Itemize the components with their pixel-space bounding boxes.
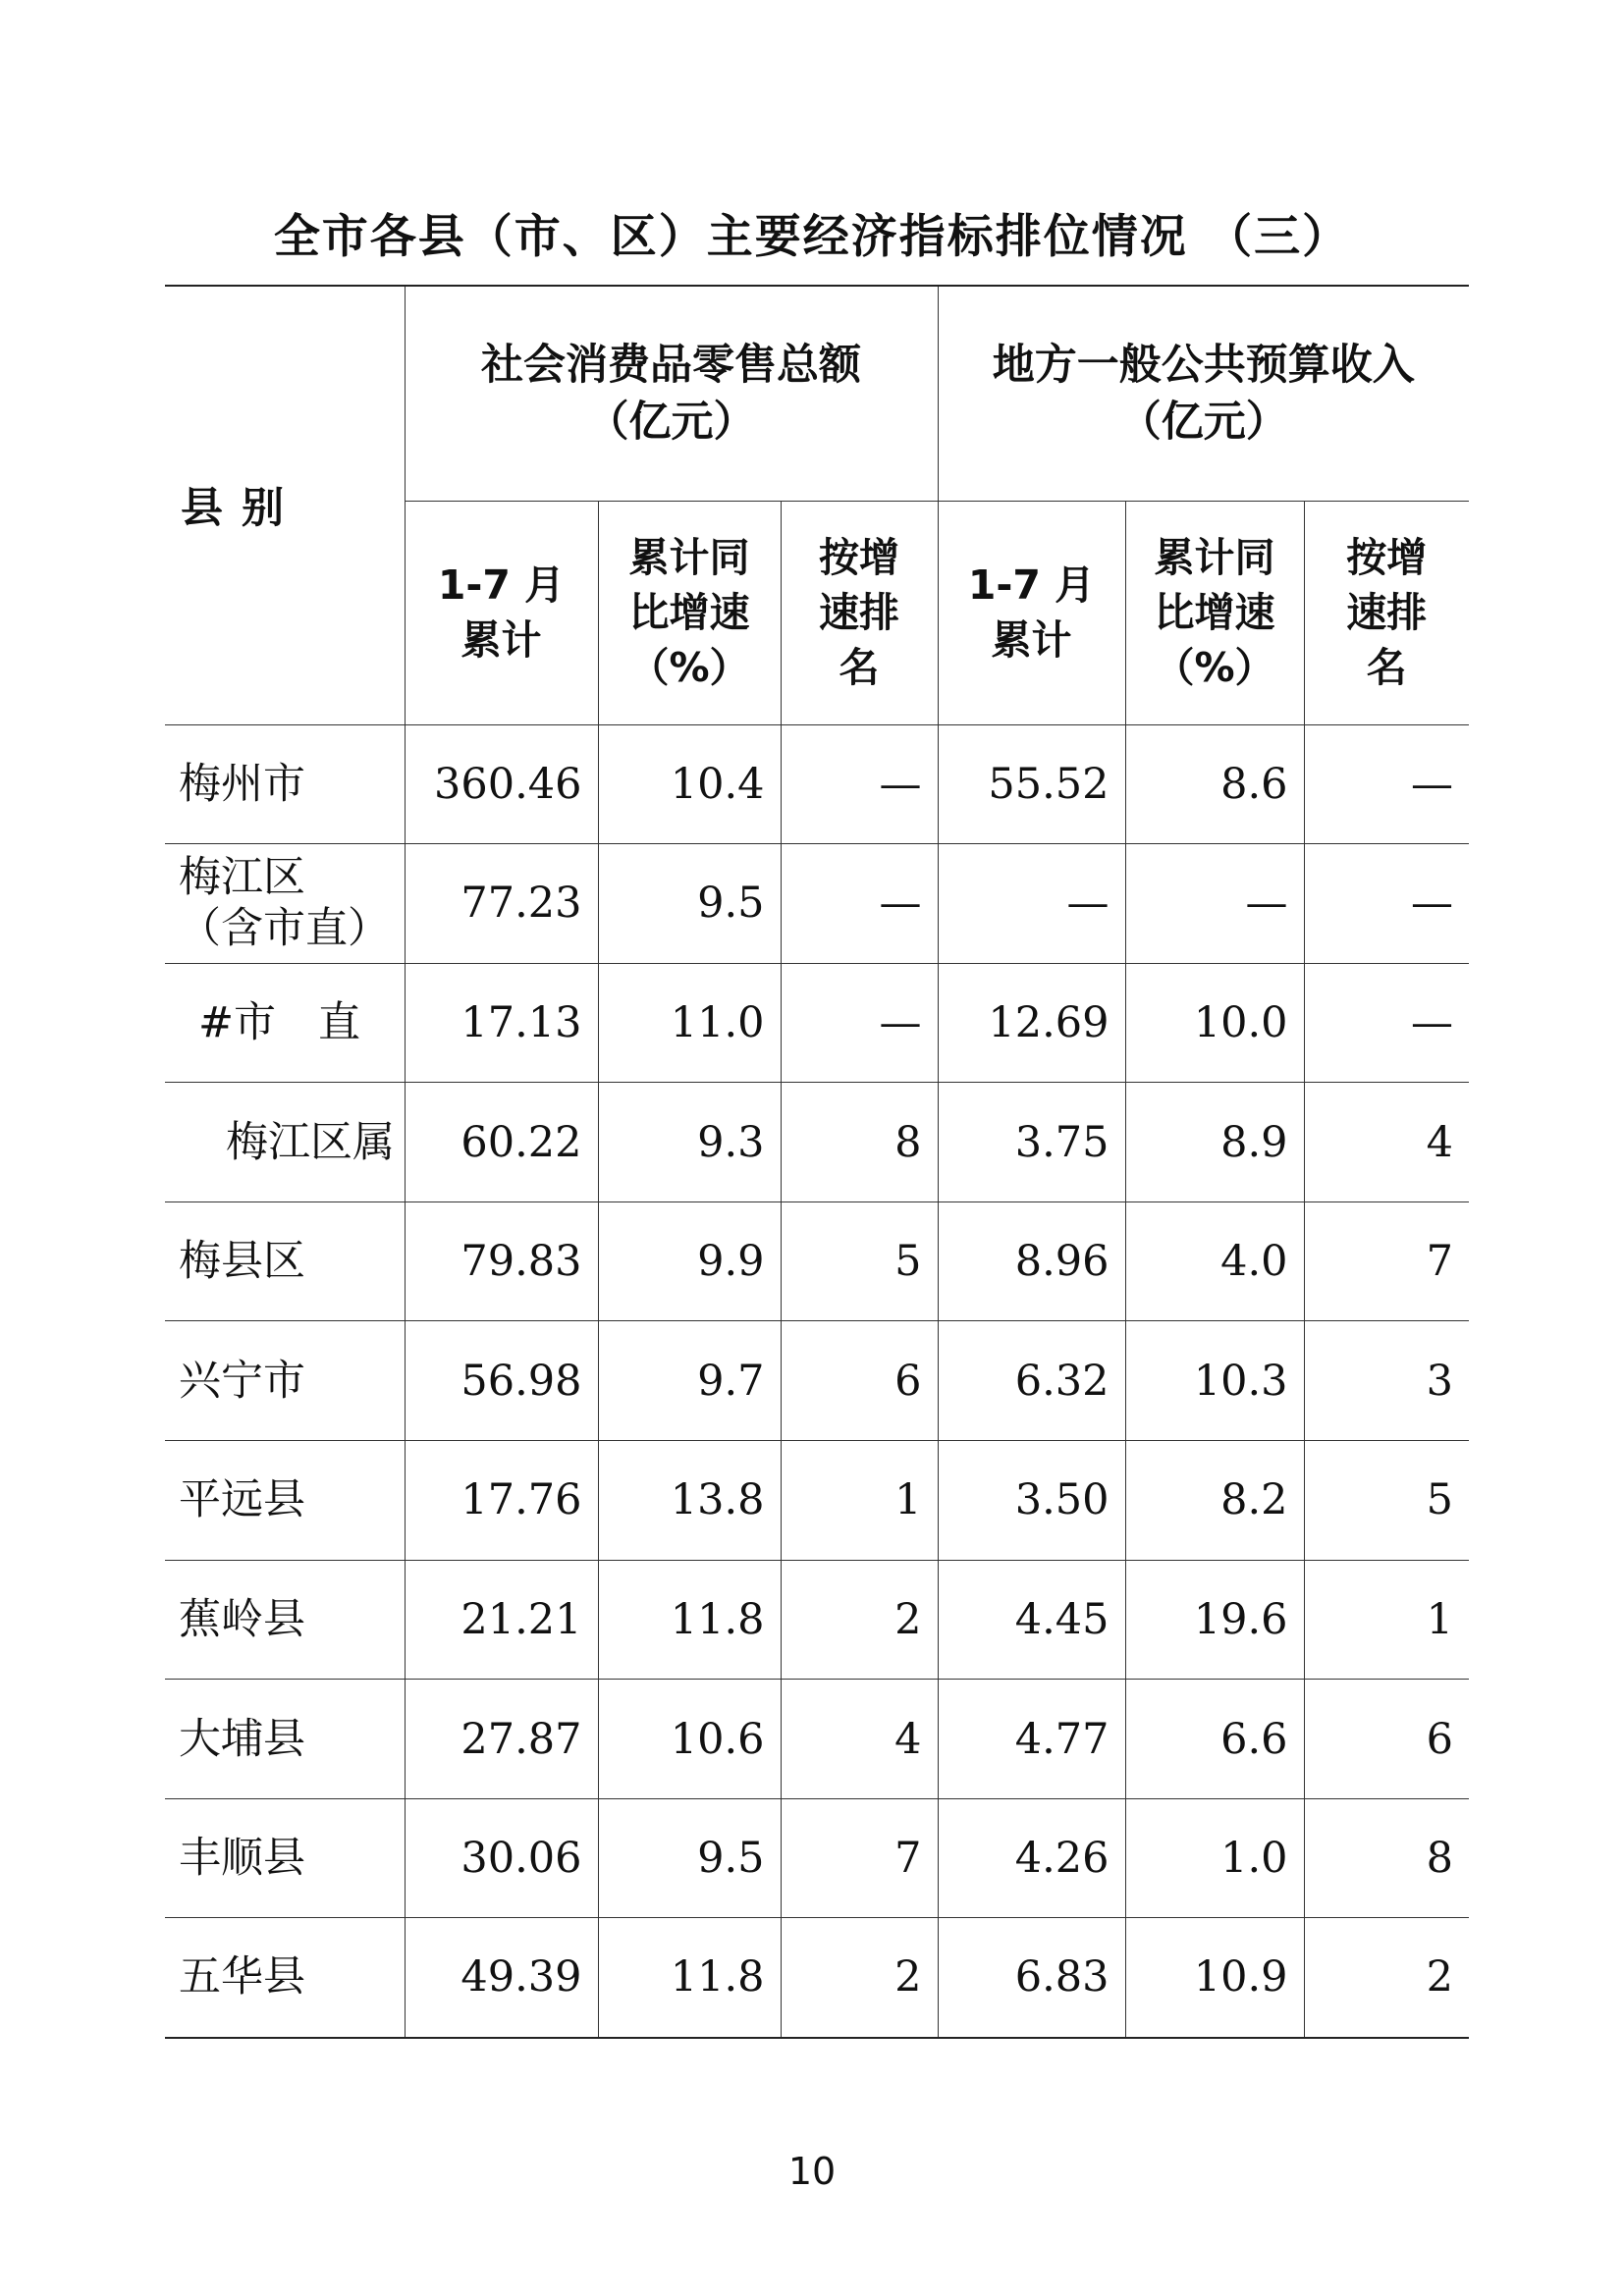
budget-cumulative: 3.50	[938, 1441, 1125, 1561]
retail-cumulative: 56.98	[405, 1321, 598, 1441]
retail-sales-header	[405, 286, 938, 501]
budget-rank: 5	[1304, 1441, 1469, 1561]
budget-cumulative: 3.75	[938, 1083, 1125, 1202]
retail-sales-unit: （亿元）	[586, 397, 756, 447]
budget-rank: 1	[1304, 1560, 1469, 1680]
region-header: 县 别	[165, 286, 405, 724]
retail-rank: 7	[781, 1798, 938, 1918]
header-line: 比增速	[1154, 589, 1275, 636]
header-line: 名	[839, 644, 880, 691]
retail-growth: 11.0	[598, 963, 781, 1083]
indicator-table	[165, 285, 1469, 2039]
budget-cumulative: 6.83	[938, 1918, 1125, 2038]
retail-sales-title: 社会消费品零售总额	[481, 340, 861, 390]
budget-growth-header	[1125, 501, 1304, 724]
retail-rank: 4	[781, 1680, 938, 1799]
budget-cumulative: 55.52	[938, 724, 1125, 844]
budget-revenue-unit: （亿元）	[1118, 397, 1288, 447]
retail-growth: 11.8	[598, 1918, 781, 2038]
retail-cumulative: 360.46	[405, 724, 598, 844]
retail-cumulative: 17.76	[405, 1441, 598, 1561]
retail-growth: 9.5	[598, 844, 781, 964]
budget-growth: 6.6	[1125, 1680, 1304, 1799]
retail-cumulative-header	[405, 501, 598, 724]
header-line: （%）	[1154, 644, 1275, 691]
budget-growth: 10.3	[1125, 1321, 1304, 1441]
retail-growth: 13.8	[598, 1441, 781, 1561]
budget-rank: 6	[1304, 1680, 1469, 1799]
header-line: 按增	[1346, 534, 1428, 581]
budget-growth: 8.2	[1125, 1441, 1304, 1561]
budget-rank: —	[1304, 724, 1469, 844]
budget-cumulative: 8.96	[938, 1201, 1125, 1321]
header-line: 累计	[460, 616, 542, 664]
budget-rank: 4	[1304, 1083, 1469, 1202]
retail-rank: 2	[781, 1918, 938, 2038]
table-row	[165, 1321, 1469, 1441]
budget-rank: 7	[1304, 1201, 1469, 1321]
budget-rank: 3	[1304, 1321, 1469, 1441]
header-line: 1-7 月	[437, 561, 566, 609]
retail-cumulative: 49.39	[405, 1918, 598, 2038]
region-name: 丰顺县	[165, 1798, 405, 1918]
retail-rank: 6	[781, 1321, 938, 1441]
header-line: 累计同	[1154, 534, 1275, 581]
retail-rank: 1	[781, 1441, 938, 1561]
retail-cumulative: 79.83	[405, 1201, 598, 1321]
region-name-cell	[165, 844, 405, 964]
region-name-note: （含市直）	[179, 904, 390, 954]
region-name: 蕉岭县	[165, 1560, 405, 1680]
retail-rank: —	[781, 963, 938, 1083]
header-line: 速排	[819, 589, 899, 636]
region-name: #市 直	[165, 963, 405, 1083]
header-line: 名	[1366, 644, 1407, 691]
retail-cumulative: 17.13	[405, 963, 598, 1083]
header-line: 按增	[819, 534, 899, 581]
region-name: 梅江区属	[165, 1083, 405, 1202]
table-row	[165, 1680, 1469, 1799]
budget-cumulative: 6.32	[938, 1321, 1125, 1441]
retail-growth: 9.9	[598, 1201, 781, 1321]
budget-growth: 1.0	[1125, 1798, 1304, 1918]
budget-growth: —	[1125, 844, 1304, 964]
retail-rank: —	[781, 844, 938, 964]
table-row	[165, 1798, 1469, 1918]
budget-growth: 10.9	[1125, 1918, 1304, 2038]
table-row	[165, 1201, 1469, 1321]
table-row	[165, 1441, 1469, 1561]
region-name: 梅州市	[165, 724, 405, 844]
retail-growth-header	[598, 501, 781, 724]
retail-growth: 11.8	[598, 1560, 781, 1680]
region-name: 大埔县	[165, 1680, 405, 1799]
budget-rank: —	[1304, 963, 1469, 1083]
table-row	[165, 1083, 1469, 1202]
retail-cumulative: 30.06	[405, 1798, 598, 1918]
header-row-groups	[165, 286, 1469, 501]
header-line: 1-7 月	[967, 561, 1096, 609]
budget-rank: 2	[1304, 1918, 1469, 2038]
header-line: 累计	[991, 616, 1072, 664]
budget-cumulative: 12.69	[938, 963, 1125, 1083]
budget-cumulative: 4.77	[938, 1680, 1125, 1799]
budget-growth: 8.6	[1125, 724, 1304, 844]
table-row	[165, 724, 1469, 844]
retail-growth: 9.5	[598, 1798, 781, 1918]
retail-cumulative: 21.21	[405, 1560, 598, 1680]
budget-cumulative-header	[938, 501, 1125, 724]
table-row	[165, 1560, 1469, 1680]
header-line: （%）	[628, 644, 750, 691]
budget-cumulative: 4.26	[938, 1798, 1125, 1918]
retail-growth: 10.4	[598, 724, 781, 844]
budget-cumulative: —	[938, 844, 1125, 964]
page-title: 全市各县（市、区）主要经济指标排位情况 （三）	[273, 210, 1351, 264]
region-name: 平远县	[165, 1441, 405, 1561]
table-row	[165, 1918, 1469, 2038]
retail-rank-header	[781, 501, 938, 724]
budget-growth: 10.0	[1125, 963, 1304, 1083]
header-line: 比增速	[628, 589, 750, 636]
header-line: 累计同	[628, 534, 750, 581]
region-name: 五华县	[165, 1918, 405, 2038]
retail-rank: 8	[781, 1083, 938, 1202]
retail-rank: 2	[781, 1560, 938, 1680]
region-name: 兴宁市	[165, 1321, 405, 1441]
retail-growth: 10.6	[598, 1680, 781, 1799]
region-name: 梅江区	[179, 853, 305, 903]
table-row	[165, 963, 1469, 1083]
retail-cumulative: 27.87	[405, 1680, 598, 1799]
retail-cumulative: 60.22	[405, 1083, 598, 1202]
header-line: 速排	[1346, 589, 1428, 636]
table-row	[165, 844, 1469, 964]
budget-revenue-header	[938, 286, 1469, 501]
retail-growth: 9.7	[598, 1321, 781, 1441]
budget-growth: 4.0	[1125, 1201, 1304, 1321]
retail-rank: 5	[781, 1201, 938, 1321]
budget-revenue-title: 地方一般公共预算收入	[992, 340, 1415, 390]
retail-rank: —	[781, 724, 938, 844]
page-number: 10	[787, 2150, 837, 2193]
budget-rank: 8	[1304, 1798, 1469, 1918]
budget-rank-header	[1304, 501, 1469, 724]
retail-growth: 9.3	[598, 1083, 781, 1202]
budget-growth: 8.9	[1125, 1083, 1304, 1202]
budget-cumulative: 4.45	[938, 1560, 1125, 1680]
region-name: 梅县区	[165, 1201, 405, 1321]
budget-growth: 19.6	[1125, 1560, 1304, 1680]
budget-rank: —	[1304, 844, 1469, 964]
retail-cumulative: 77.23	[405, 844, 598, 964]
